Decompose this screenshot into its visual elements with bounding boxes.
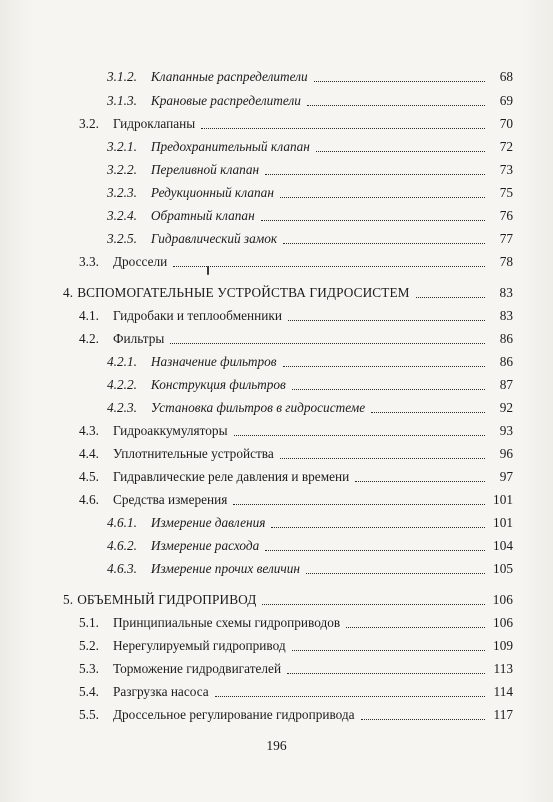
toc-entry xyxy=(107,559,513,577)
toc-entry-title: Установка фильтров в гидросистеме xyxy=(150,400,366,415)
toc-entry xyxy=(79,329,513,347)
toc-entry xyxy=(79,490,513,508)
toc-entry xyxy=(79,114,513,132)
toc-entry-page: 75 xyxy=(499,185,513,200)
toc-entry-number: 3.2.2. xyxy=(107,162,137,177)
toc-entry-number: 3.2.3. xyxy=(107,185,137,200)
toc-entry-page: 70 xyxy=(499,116,513,131)
toc-entry-page: 117 xyxy=(493,707,513,722)
toc-entry xyxy=(107,398,513,416)
toc-entry xyxy=(107,513,513,531)
dot-leader xyxy=(233,503,485,505)
toc-entry-page: 101 xyxy=(493,492,513,507)
dot-leader xyxy=(280,196,485,198)
page-number: 196 xyxy=(266,738,287,753)
dot-leader xyxy=(292,388,485,390)
toc-entry xyxy=(107,137,513,155)
dot-leader xyxy=(170,342,485,344)
toc-entry-page: 87 xyxy=(499,377,513,392)
dot-leader xyxy=(234,434,485,436)
toc-entry-title: Гидроклапаны xyxy=(112,116,196,131)
toc-entry-number: 4.2. xyxy=(79,331,99,346)
toc-entry-page: 109 xyxy=(493,638,513,653)
toc-entry-title: Гидравлические реле давления и времени xyxy=(112,469,350,484)
toc-entry-page: 69 xyxy=(499,93,513,108)
toc-entry-page: 96 xyxy=(499,446,513,461)
toc-entry-number: 4.6. xyxy=(79,492,99,507)
toc-entry-page: 86 xyxy=(499,331,513,346)
toc-entry xyxy=(79,444,513,462)
toc-entry-page: 106 xyxy=(493,615,513,630)
dot-leader xyxy=(316,150,485,152)
toc-entry-page: 77 xyxy=(499,231,513,246)
dot-leader xyxy=(262,603,485,605)
toc-entry-number: 3.2.1. xyxy=(107,139,137,154)
toc-entry-number: 3.3. xyxy=(79,254,99,269)
dot-leader xyxy=(355,480,485,482)
toc-entry-number: 3.2.4. xyxy=(107,208,137,223)
toc-entry-number: 3.1.2. xyxy=(107,69,137,84)
toc-entry-title: Средства измерения xyxy=(112,492,228,507)
toc-entry-title: Измерение давления xyxy=(150,515,266,530)
toc-entry-page: 114 xyxy=(493,684,513,699)
toc-entry xyxy=(79,306,513,324)
toc-entry xyxy=(79,421,513,439)
toc-entry-page: 97 xyxy=(499,469,513,484)
toc-entry-number: 4. xyxy=(63,285,74,300)
toc-entry-page: 83 xyxy=(499,308,513,323)
toc-entry-number: 5.3. xyxy=(79,661,99,676)
toc-entry xyxy=(79,659,513,677)
dot-leader xyxy=(287,672,485,674)
toc-entry-title: Гидравлический замок xyxy=(150,231,278,246)
dot-leader xyxy=(346,626,485,628)
toc-entry xyxy=(107,206,513,224)
dot-leader xyxy=(265,549,485,551)
dot-leader xyxy=(283,242,485,244)
toc-entry-page: 68 xyxy=(499,69,513,84)
toc-entry xyxy=(107,67,513,85)
toc-entry-number: 5.1. xyxy=(79,615,99,630)
toc-entry-number: 4.6.2. xyxy=(107,538,137,553)
dot-leader xyxy=(292,649,485,651)
toc-entry-number: 4.2.2. xyxy=(107,377,137,392)
toc-entry-number: 5.4. xyxy=(79,684,99,699)
dot-leader xyxy=(283,365,485,367)
toc-entry-title: Крановые распределители xyxy=(150,93,301,108)
dot-leader xyxy=(261,219,485,221)
dot-leader xyxy=(314,80,485,82)
toc-entry xyxy=(107,536,513,554)
toc-entry-number: 4.4. xyxy=(79,446,99,461)
dot-leader xyxy=(280,457,485,459)
dot-leader xyxy=(173,265,485,267)
toc-entry-page: 93 xyxy=(499,423,513,438)
dot-leader xyxy=(306,572,485,574)
toc-entry xyxy=(79,636,513,654)
toc-entry-page: 83 xyxy=(499,285,513,300)
toc-entry-page: 113 xyxy=(493,661,513,676)
toc-entry-number: 4.2.1. xyxy=(107,354,137,369)
toc-entry-title: Нерегулируемый гидропривод xyxy=(112,638,286,653)
toc-entry-page: 86 xyxy=(499,354,513,369)
toc-entry-page: 92 xyxy=(499,400,513,415)
toc-entry xyxy=(63,590,513,608)
toc-entry xyxy=(107,375,513,393)
toc-entry-number: 5.5. xyxy=(79,707,99,722)
toc-entry-number: 4.3. xyxy=(79,423,99,438)
toc-entry xyxy=(79,705,513,723)
toc-entry-title: Уплотнительные устройства xyxy=(112,446,274,461)
toc-entry xyxy=(79,252,513,270)
toc-entry-page: 73 xyxy=(499,162,513,177)
toc-entry-page: 106 xyxy=(492,592,513,607)
toc-entry-title: Обратный клапан xyxy=(150,208,255,223)
toc-entry-title: Переливной клапан xyxy=(150,162,260,177)
toc-entry-number: 4.6.1. xyxy=(107,515,137,530)
toc-entry-page: 101 xyxy=(493,515,513,530)
dot-leader xyxy=(288,319,485,321)
toc-entry-title: Конструкция фильтров xyxy=(150,377,286,392)
dot-leader xyxy=(371,411,485,413)
dot-leader xyxy=(361,718,485,720)
toc-entry-page: 104 xyxy=(493,538,513,553)
toc-entry xyxy=(79,613,513,631)
toc-entry-number: 5.2. xyxy=(79,638,99,653)
toc-entry xyxy=(107,183,513,201)
toc-entry-page: 78 xyxy=(499,254,513,269)
toc-entry-page: 105 xyxy=(493,561,513,576)
toc-entry-title: Измерение расхода xyxy=(150,538,260,553)
toc-entry-title: Дроссельное регулирование гидропривода xyxy=(112,707,355,722)
toc-entry-page: 76 xyxy=(499,208,513,223)
toc-entry-title: Гидроаккумуляторы xyxy=(112,423,228,438)
toc-entry-title: Гидробаки и теплообменники xyxy=(112,308,282,323)
toc-entry-title: Клапанные распределители xyxy=(150,69,308,84)
dot-leader xyxy=(307,104,485,106)
toc-entry-number: 3.2. xyxy=(79,116,99,131)
toc-entry-title: Дроссели xyxy=(112,254,168,269)
toc-entry-title: Предохранительный клапан xyxy=(150,139,310,154)
toc-entry-number: 4.5. xyxy=(79,469,99,484)
toc-entry xyxy=(107,160,513,178)
toc-entry xyxy=(107,229,513,247)
dot-leader xyxy=(416,296,485,298)
toc-entry-title: Измерение прочих величин xyxy=(150,561,300,576)
dot-leader xyxy=(201,127,485,129)
dot-leader xyxy=(215,695,485,697)
toc-entry-title: ОБЪЕМНЫЙ ГИДРОПРИВОД xyxy=(77,592,257,607)
toc-entry-number: 4.1. xyxy=(79,308,99,323)
toc-entry xyxy=(107,352,513,370)
toc-entry-number: 3.1.3. xyxy=(107,93,137,108)
toc-entry-title: ВСПОМОГАТЕЛЬНЫЕ УСТРОЙСТВА ГИДРОСИСТЕМ xyxy=(77,285,410,300)
toc-entry-title: Редукционный клапан xyxy=(150,185,274,200)
toc-entry-number: 4.6.3. xyxy=(107,561,137,576)
toc-entry-number: 5. xyxy=(63,592,74,607)
dot-leader xyxy=(271,526,485,528)
dot-leader xyxy=(265,173,485,175)
toc-entry-title: Назначение фильтров xyxy=(150,354,277,369)
toc-entry xyxy=(79,682,513,700)
toc-entry-title: Разгрузка насоса xyxy=(112,684,209,699)
toc-entry xyxy=(79,467,513,485)
toc-entry-page: 72 xyxy=(499,139,513,154)
toc-entry xyxy=(63,283,513,301)
toc-entry-number: 4.2.3. xyxy=(107,400,137,415)
toc-entry-title: Фильтры xyxy=(112,331,165,346)
toc-entry-number: 3.2.5. xyxy=(107,231,137,246)
toc-entry-title: Торможение гидродвигателей xyxy=(112,661,282,676)
toc-entry-title: Принципиальные схемы гидроприводов xyxy=(112,615,341,630)
toc-entry xyxy=(107,91,513,109)
